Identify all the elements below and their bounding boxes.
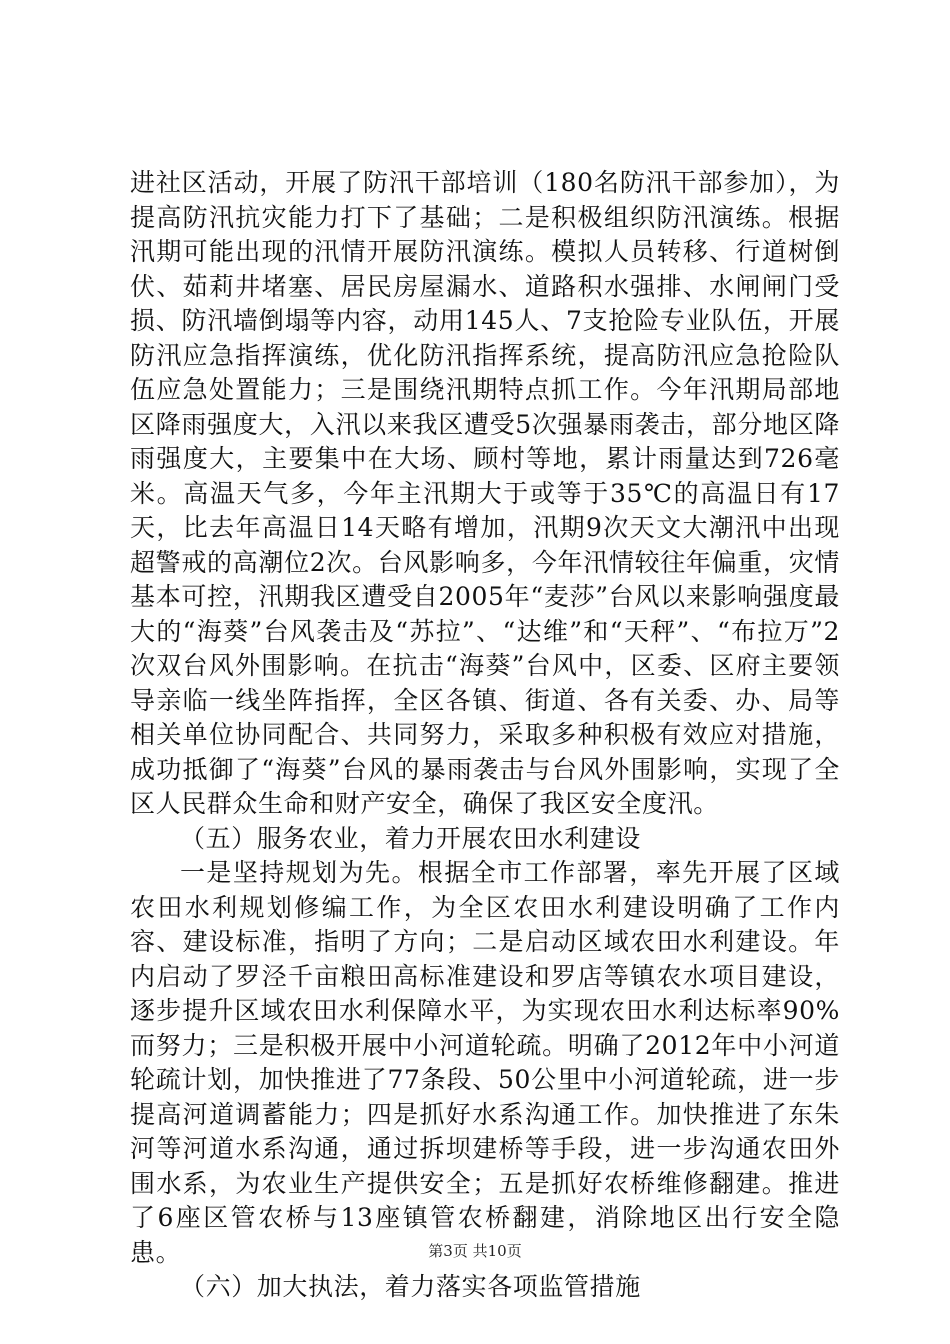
paragraph-flood-control: 进社区活动，开展了防汛干部培训（180名防汛干部参加），为提高防汛抗灾能力打下了基础；二是积极组织防汛演练。根据汛期可能出现的汛情开展防汛演练。模拟人员转移、行道树倒伏、茹莉井堵塞、居民房屋漏水、道路积水强排、水闸闸门受损、防汛墙倒塌等内容，动用145人、7支抢险专业队伍，开展防汛应急指挥演练，优化防汛指挥系统，提高防汛应急抢险队伍应急处置能力；三是围绕汛期特点抓工作。今年汛期局部地区降雨强度大，入汛以来我区遭受5次强暴雨袭击，部分地区降雨强度大，主要集中在大场、顾村等地，累计雨量达到726毫米。高温天气多，今年主汛期大于或等于35℃的高温日有17天，比去年高温日14天略有增加，汛期9次天文大潮汛中出现超警戒的高潮位2次。台风影响多，今年汛情较往年偏重，灾情基本可控，汛期我区遭受自2005年“麦莎”台风以来影响强度最大的“海葵”台风袭击及“苏拉”、“达维”和“天秤”、“布拉万”2次双台风外围影响。在抗击“海葵”台风中，区委、区府主要领导亲临一线坐阵指挥，全区各镇、街道、各有关委、办、局等相关单位协同配合、共同努力，采取多种积极有效应对措施，成功抵御了“海葵”台风的暴雨袭击与台风外围影响，实现了全区人民群众生命和财产安全，确保了我区安全度汛。: [130, 168, 840, 818]
section-heading-enforcement: （六）加大执法，着力落实各项监管措施: [180, 1272, 641, 1301]
paragraph-farmland-water: 一是坚持规划为先。根据全市工作部署，率先开展了区域农田水利规划修编工作，为全区农田水利建设明确了工作内容、建设标准，指明了方向；二是启动区域农田水利建设。年内启动了罗泾千亩粮田高标准建设和罗店等镇农水项目建设，逐步提升区域农田水利保障水平，为实现农田水利达标率90%而努力；三是积极开展中小河道轮疏。明确了2012年中小河道轮疏计划，加快推进了77条段、50公里中小河道轮疏，进一步提高河道调蓄能力；四是抓好水系沟通工作。加快推进了东朱河等河道水系沟通，通过拆坝建桥等手段，进一步沟通农田外围水系，为农业生产提供安全；五是抓好农桥维修翻建。推进了6座区管农桥与13座镇管农桥翻建，消除地区出行安全隐患。: [130, 858, 840, 1267]
page-footer: 第3页 共10页: [428, 1242, 522, 1260]
section-heading-agriculture: （五）服务农业，着力开展农田水利建设: [180, 823, 641, 853]
document-body: [130, 166, 840, 1305]
